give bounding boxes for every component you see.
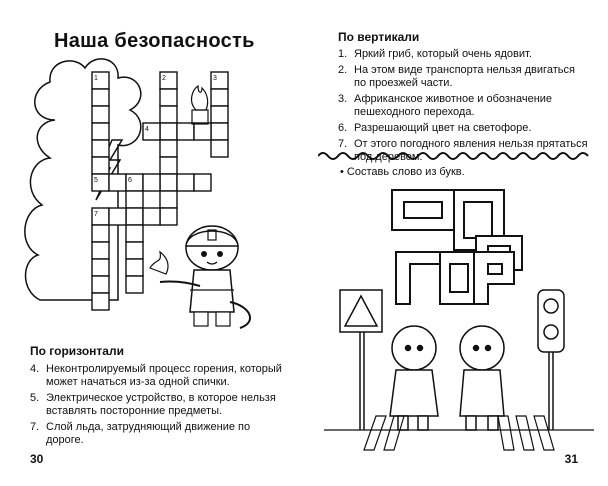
firefighter-illustration (150, 226, 250, 328)
crossword-cell[interactable] (143, 174, 160, 191)
across-section (30, 344, 282, 450)
right-page (304, 0, 608, 486)
clue-number: 3. (338, 93, 348, 105)
crossword-cell[interactable] (92, 225, 109, 242)
clue-text: На этом виде транспорта нельзя двигаться по проезжей части. (354, 64, 575, 89)
clue-number: 7. (338, 138, 348, 150)
crossword-cell[interactable] (126, 276, 143, 293)
task-instruction: • Составь слово из букв. (340, 166, 465, 178)
down-header: По вертикали (338, 30, 420, 44)
cell-number: 4 (145, 126, 149, 133)
crossword-cell[interactable] (211, 140, 228, 157)
page-number-right: 31 (564, 452, 578, 466)
crossword-cell[interactable] (211, 106, 228, 123)
crossword-cell[interactable] (160, 123, 177, 140)
cell-number: 6 (128, 177, 132, 184)
page-title: Наша безопасность (54, 30, 255, 52)
down-clue (338, 64, 588, 90)
wave-divider (318, 150, 598, 162)
crossword-cell[interactable] (194, 174, 211, 191)
crossword-cell[interactable] (109, 208, 126, 225)
crossword-cell[interactable] (211, 123, 228, 140)
page-number-left: 30 (30, 452, 44, 466)
clue-text: Слой льда, затрудняющий движение по дороге. (46, 421, 251, 446)
crossword-cell[interactable] (211, 89, 228, 106)
cell-number: 2 (162, 75, 166, 82)
crossword-cell[interactable] (126, 259, 143, 276)
crossword-cell[interactable] (177, 123, 194, 140)
children-illustration (390, 326, 504, 430)
crossword-cell[interactable] (126, 191, 143, 208)
cell-number: 3 (213, 75, 217, 82)
across-clue (30, 363, 282, 389)
crossword-cell[interactable] (160, 89, 177, 106)
crossword-cell[interactable] (160, 174, 177, 191)
clue-text: Яркий гриб, который очень ядовит. (354, 48, 532, 60)
crossword-cell[interactable] (92, 259, 109, 276)
across-header: По горизонтали (30, 344, 124, 358)
clue-number: 4. (30, 363, 40, 375)
pedestrian-sign-icon (340, 290, 382, 430)
crossword-cell[interactable] (160, 157, 177, 174)
crossword-cell[interactable] (160, 191, 177, 208)
crossword-cell[interactable] (92, 157, 109, 174)
crossword-cell[interactable] (160, 208, 177, 225)
letter-puzzle (304, 180, 608, 480)
cell-number: 5 (94, 177, 98, 184)
crossword-cell[interactable] (160, 106, 177, 123)
crossword-cell[interactable] (92, 293, 109, 310)
crossword-cell[interactable] (92, 276, 109, 293)
clue-text: Электрическое устройство, в которое нельзя вставлять посторонние предметы. (46, 392, 276, 417)
crossword-cell[interactable] (92, 106, 109, 123)
clue-number: 7. (30, 421, 40, 433)
clue-text: Африканское животное и обозначение пешеходного перехода. (354, 93, 553, 118)
down-clue-list (338, 48, 588, 164)
across-clue (30, 392, 282, 418)
crossword-cell[interactable] (126, 242, 143, 259)
cell-number: 1 (94, 75, 98, 82)
down-section (338, 30, 588, 167)
crossword-cell[interactable] (92, 140, 109, 157)
down-clue (338, 122, 588, 135)
clue-number: 1. (338, 48, 348, 60)
clue-text: Неконтролируемый процесс горения, который может начаться из-за одной спички. (46, 363, 282, 388)
clue-number: 5. (30, 392, 40, 404)
crossword-cell[interactable] (177, 174, 194, 191)
clue-text: Разрешающий цвет на светофоре. (354, 122, 532, 134)
crossword-cell[interactable] (126, 225, 143, 242)
crossword-cell[interactable] (126, 208, 143, 225)
down-clue (338, 48, 588, 61)
crossword-cell[interactable] (194, 123, 211, 140)
traffic-light-icon (538, 290, 564, 430)
crossword-cell[interactable] (92, 123, 109, 140)
clue-number: 2. (338, 64, 348, 76)
crossword-cell[interactable] (109, 174, 126, 191)
crossword-cell[interactable] (160, 140, 177, 157)
cell-number: 7 (94, 211, 98, 218)
across-clue-list (30, 363, 282, 447)
across-clue (30, 421, 282, 447)
fire-icon (192, 86, 208, 124)
crossword-cell[interactable] (92, 89, 109, 106)
crossword-cell[interactable] (92, 242, 109, 259)
clue-number: 6. (338, 122, 348, 134)
crossword-area (0, 0, 304, 340)
clue-text: От этого погодного явления нельзя прятаться под деревом. (354, 138, 588, 163)
down-clue (338, 93, 588, 119)
crossword-cell[interactable] (143, 208, 160, 225)
